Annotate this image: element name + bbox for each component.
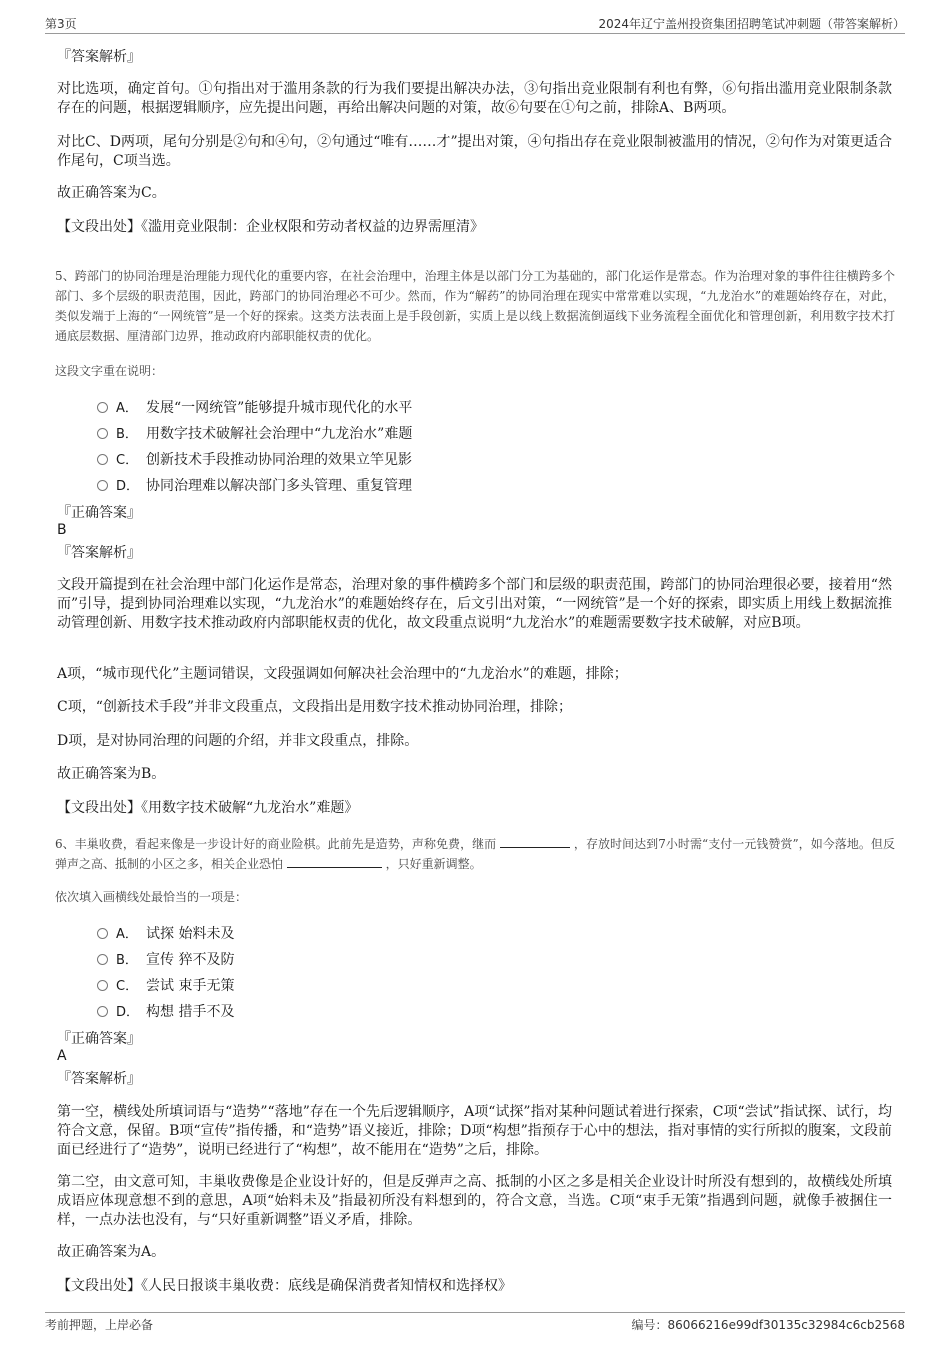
q6-prompt: 依次填入画横线处最恰当的一项是： <box>55 890 248 904</box>
q5-option-b[interactable]: B． 用数字技术破解社会治理中“九龙治水”难题 <box>97 422 412 446</box>
option-text: 尝试 束手无策 <box>146 978 235 994</box>
radio-icon[interactable] <box>97 928 108 939</box>
option-text: 发展“一网统管”能够提升城市现代化的水平 <box>146 400 413 416</box>
document-title: 2024年辽宁盖州投资集团招聘笔试冲刺题（带答案解析） <box>598 17 905 31</box>
q5-analysis-p3: C项，“创新技术手段”并非文段重点，文段指出是用数字技术推动协同治理，排除； <box>57 699 573 715</box>
radio-icon[interactable] <box>97 480 108 491</box>
q6-stem: 6、丰巢收费，看起来像是一步设计好的商业险棋。此前先是造势，声称免费，继而 ，存放时间达到7小时需“支付一元钱赞赏”，如今落地。但反弹声之高、抵制的小区之多，相关企业恐怕 ，只好重新调整。 <box>55 837 895 871</box>
page-number: 第3页 <box>45 17 77 31</box>
q5-analysis-p1: 文段开篇提到在社会治理中部门化运作是常态，治理对象的事件横跨多个部门和层级的职责范围，跨部门的协同治理很必要，接着用“然而”引导，提到协同治理难以实现，“九龙治水”的难题始终存在，后文引出对策，“一网统管”是一个好的探索，即实质上用线上数据流推动管理创新、用数字技术推动政府内部职能权责的优化，故文段重点说明“九龙治水”的难题需要数字技术破解，对应B项。 <box>57 577 892 631</box>
q5-answer-label: 『正确答案』 <box>57 505 141 521</box>
radio-icon[interactable] <box>97 454 108 465</box>
option-text: 协同治理难以解决部门多头管理、重复管理 <box>146 478 412 494</box>
radio-icon[interactable] <box>97 428 108 439</box>
q5-prompt: 这段文字重在说明： <box>55 364 164 378</box>
q6-analysis-p2: 第二空，由文意可知，丰巢收费像是企业设计好的，但是反弹声之高、抵制的小区之多是相关企业设计时所没有想到的，故横线处所填成语应体现意想不到的意思，A项“始料未及”指最初所没有料想到的，符合文意，当选。C项“束手无策”指遇到问题，就像手被捆住一样，一点办法也没有，与“只好重新调整”语义矛盾，排除。 <box>57 1174 892 1228</box>
q6-option-a[interactable]: A． 试探 始料未及 <box>97 922 234 946</box>
q5-analysis-label: 『答案解析』 <box>57 545 141 561</box>
q6-answer-label: 『正确答案』 <box>57 1031 141 1047</box>
option-text: 用数字技术破解社会治理中“九龙治水”难题 <box>146 426 413 442</box>
document-code: 编号：86066216e99df30135c32984c6cb2568 <box>631 1318 905 1332</box>
q4-analysis-p2: 对比C、D两项，尾句分别是②句和④句，②句通过“唯有……才”提出对策，④句指出存在竞业限制被滥用的情况，②句作为对策更适合作尾句，C项当选。 <box>57 134 892 169</box>
footer-slogan: 考前押题，上岸必备 <box>45 1318 154 1332</box>
option-text: 宣传 猝不及防 <box>146 952 235 968</box>
fill-blank-1[interactable] <box>500 835 570 848</box>
option-text: 构想 措手不及 <box>146 1004 235 1020</box>
q5-answer: B <box>57 522 67 538</box>
q5-analysis-p2: A项，“城市现代化”主题词错误，文段强调如何解决社会治理中的“九龙治水”的难题，排除； <box>57 666 628 682</box>
q4-source: 【文段出处】《滥用竞业限制：企业权限和劳动者权益的边界需厘清》 <box>57 219 484 235</box>
q6-analysis-label: 『答案解析』 <box>57 1071 141 1087</box>
q4-analysis-p1: 对比选项，确定首句。①句指出对于滥用条款的行为我们要提出解决办法，③句指出竞业限制有利也有弊，⑥句指出滥用竞业限制条款存在的问题，根据逻辑顺序，应先提出问题，再给出解决问题的对策，故⑥句要在①句之前，排除A、B两项。 <box>57 81 892 116</box>
q6-option-b[interactable]: B． 宣传 猝不及防 <box>97 948 234 972</box>
q4-analysis-label: 『答案解析』 <box>57 49 141 65</box>
option-text: 创新技术手段推动协同治理的效果立竿见影 <box>146 452 412 468</box>
q6-answer-statement: 故正确答案为A。 <box>57 1244 166 1260</box>
q5-analysis-p4: D项，是对协同治理的问题的介绍，并非文段重点，排除。 <box>57 733 419 749</box>
q5-option-c[interactable]: C． 创新技术手段推动协同治理的效果立竿见影 <box>97 448 412 472</box>
q5-stem: 5、跨部门的协同治理是治理能力现代化的重要内容，在社会治理中，治理主体是以部门分工为基础的，部门化运作是常态。作为治理对象的事件往往横跨多个部门、多个层级的职责范围，因此，跨部门的协同治理必不可少。然而，作为“解药”的协同治理在现实中常常难以实现，“九龙治水”的难题始终存在，对此，类似发端于上海的“一网统管”是一个好的探索。这类方法表面上是手段创新，实质上是以线上数据流倒逼线下业务流程全面优化和管理创新，利用数字技术打通底层数据、厘清部门边界，推动政府内部职能权责的优化。 <box>55 269 895 343</box>
q6-source: 【文段出处】《人民日报谈丰巢收费：底线是确保消费者知情权和选择权》 <box>57 1278 512 1294</box>
page-footer <box>45 1312 905 1333</box>
q6-option-c[interactable]: C． 尝试 束手无策 <box>97 974 234 998</box>
radio-icon[interactable] <box>97 954 108 965</box>
q5-option-a[interactable]: A． 发展“一网统管”能够提升城市现代化的水平 <box>97 396 412 420</box>
radio-icon[interactable] <box>97 980 108 991</box>
radio-icon[interactable] <box>97 1006 108 1017</box>
q5-answer-statement: 故正确答案为B。 <box>57 766 166 782</box>
radio-icon[interactable] <box>97 402 108 413</box>
q6-option-d[interactable]: D． 构想 措手不及 <box>97 1000 234 1024</box>
q6-analysis-p1: 第一空，横线处所填词语与“造势”“落地”存在一个先后逻辑顺序，A项“试探”指对某种问题试着进行探索，C项“尝试”指试探、试行，均符合文意，保留。B项“宣传”指传播，和“造势”语义接近，排除；D项“构想”指预存于心中的想法，指对事情的实行所拟的腹案，文段前面已经进行了“造势”，说明已经进行了“构想”，故不能用在“造势”之后，排除。 <box>57 1104 892 1158</box>
page-header <box>45 13 905 34</box>
fill-blank-2[interactable] <box>287 855 382 868</box>
q4-answer-statement: 故正确答案为C。 <box>57 185 166 201</box>
q5-source: 【文段出处】《用数字技术破解“九龙治水”难题》 <box>57 800 359 816</box>
q6-answer: A <box>57 1048 67 1064</box>
option-text: 试探 始料未及 <box>146 926 235 942</box>
q5-option-d[interactable]: D． 协同治理难以解决部门多头管理、重复管理 <box>97 474 412 498</box>
